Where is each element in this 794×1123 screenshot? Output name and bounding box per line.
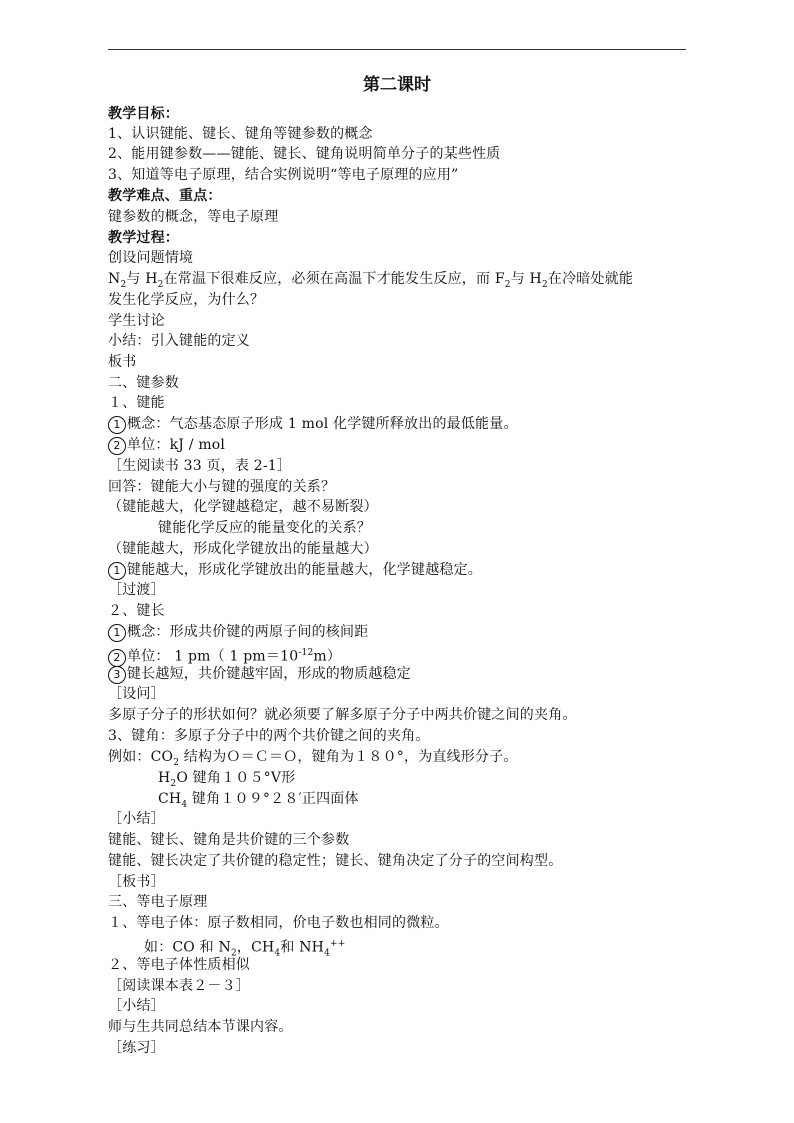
q-part2: 在冷暗处就能 bbox=[547, 271, 634, 287]
q-n2: N bbox=[108, 271, 121, 287]
isoelectronic-def: １、等电子体：原子数相同，价电子数也相同的微粒。 bbox=[108, 915, 449, 931]
process-heading: 教学过程： bbox=[108, 230, 179, 246]
sub: 2 bbox=[173, 757, 180, 768]
q-and: 与 H bbox=[126, 271, 158, 287]
length-rule bbox=[108, 664, 411, 684]
discuss-line: 学生讨论 bbox=[108, 313, 165, 329]
sub: 2 bbox=[230, 948, 237, 959]
q-part1: 在常温下很难反应，必须在高温下才能发生反应，而 F bbox=[163, 271, 505, 287]
circled-number: 2 bbox=[108, 437, 126, 455]
sub: 4 bbox=[274, 948, 281, 959]
summary-tag-2: ［小结］ bbox=[108, 998, 165, 1014]
summary-1: 键能、键长、键角是共价键的三个参数 bbox=[108, 832, 350, 848]
section3-heading: 三、等电子原理 bbox=[108, 894, 208, 910]
example-mid: ，CH bbox=[236, 939, 275, 956]
energy-a2: （键能越大，形成化学键放出的能量越大） bbox=[108, 541, 378, 557]
angle-example-ch4 bbox=[158, 789, 359, 815]
energy-conclusion-text: 键能越大，形成化学键放出的能量越大，化学键越稳定。 bbox=[127, 562, 482, 578]
summary-2: 键能、键长决定了共价键的稳定性；键长、键角决定了分子的空间构型。 bbox=[108, 853, 563, 869]
circled-number: 1 bbox=[108, 416, 126, 434]
ask-tag: ［设问］ bbox=[108, 686, 165, 702]
q-and: 与 H bbox=[510, 271, 542, 287]
length-concept-text: 概念：形成共价键的两原子间的核间距 bbox=[127, 624, 369, 640]
circled-number: 1 bbox=[108, 562, 126, 580]
exponent: -12 bbox=[298, 648, 314, 658]
length-rule-text: 键长越短，共价键越牢固，形成的物质越稳定 bbox=[127, 666, 411, 682]
sub: 2 bbox=[120, 279, 127, 290]
energy-conclusion bbox=[108, 560, 482, 580]
sub: 4 bbox=[181, 799, 188, 810]
co2-label: 例如：CO bbox=[108, 749, 174, 765]
sub: 2 bbox=[541, 279, 548, 290]
sub: 2 bbox=[170, 778, 177, 789]
summary-line: 小结：引入键能的定义 bbox=[108, 333, 250, 349]
sup: ++ bbox=[330, 939, 346, 949]
co2-text: 结构为Ｏ＝Ｃ＝Ｏ，键角为１８０°，为直线形分子。 bbox=[179, 749, 518, 765]
board-tag: ［板书］ bbox=[108, 874, 165, 890]
sub: 2 bbox=[157, 279, 164, 290]
summary-tag: ［小结］ bbox=[108, 811, 165, 827]
h2o-h: H bbox=[158, 770, 171, 786]
ch4-c: CH bbox=[158, 791, 182, 807]
key-points-heading: 教学难点、重点： bbox=[108, 188, 222, 204]
objectives-heading: 教学目标： bbox=[108, 106, 179, 122]
length-unit-text: 单位： 1 pm（ 1 pm＝10 bbox=[127, 648, 299, 665]
sub: 4 bbox=[324, 948, 331, 959]
circled-number: 1 bbox=[108, 624, 126, 642]
energy-concept bbox=[108, 414, 518, 434]
energy-heading: １、键能 bbox=[108, 395, 165, 411]
energy-q1: 回答：键能大小与键的强度的关系？ bbox=[108, 479, 336, 495]
length-concept bbox=[108, 622, 368, 642]
sub: 2 bbox=[504, 279, 511, 290]
circled-number: 3 bbox=[108, 666, 126, 684]
page-title: 第二课时 bbox=[363, 75, 431, 95]
question-line-2: 发生化学反应，为什么？ bbox=[108, 292, 265, 308]
objective-2: 2、能用键参数——键能、键长、键角说明简单分子的某些性质 bbox=[108, 146, 501, 162]
circled-number: 2 bbox=[108, 649, 126, 667]
key-points-text: 键参数的概念，等电子原理 bbox=[108, 209, 279, 225]
length-heading: ２、键长 bbox=[108, 603, 165, 619]
board-line: 板书 bbox=[108, 354, 137, 370]
energy-a1: （键能越大，化学键越稳定，越不易断裂） bbox=[108, 499, 378, 515]
energy-unit-text: 单位：kJ / mol bbox=[127, 437, 226, 453]
energy-concept-text: 概念：气态基态原子形成 1 mol 化学键所释放出的最低能量。 bbox=[127, 416, 518, 432]
angle-heading: 3、键角：多原子分子中的两个共价键之间的夹角。 bbox=[108, 728, 430, 744]
header-rule bbox=[108, 49, 686, 50]
objective-1: 1、认识键能、键长、键角等键参数的概念 bbox=[108, 126, 373, 142]
energy-read: ［生阅读书 33 页，表 2-1］ bbox=[108, 458, 292, 474]
transition-tag: ［过渡］ bbox=[108, 582, 165, 598]
practice-tag: ［练习］ bbox=[108, 1040, 165, 1056]
length-unit-post: m） bbox=[313, 648, 342, 665]
example-and: 和 NH bbox=[280, 939, 325, 956]
summary-text: 师与生共同总结本节课内容。 bbox=[108, 1019, 293, 1035]
h2o-text: O 键角１０５°V形 bbox=[176, 770, 296, 786]
section2-heading: 二、键参数 bbox=[108, 375, 179, 391]
energy-unit bbox=[108, 435, 225, 455]
objective-3: 3、知道等电子原理，结合实例说明“等电子原理的应用” bbox=[108, 167, 459, 183]
isoelectronic-similar: ２、等电子体性质相似 bbox=[108, 957, 250, 973]
scene-line: 创设问题情境 bbox=[108, 250, 194, 266]
example-pre: 如：CO 和 N bbox=[144, 939, 231, 956]
angle-question: 多原子分子的形状如何？就必须要了解多原子分子中两共价键之间的夹角。 bbox=[108, 707, 577, 723]
ch4-text: 键角１０９°２８′正四面体 bbox=[187, 791, 359, 807]
energy-q2: 键能化学反应的能量变化的关系？ bbox=[158, 520, 371, 536]
read-table: ［阅读课本表２－３］ bbox=[108, 978, 250, 994]
